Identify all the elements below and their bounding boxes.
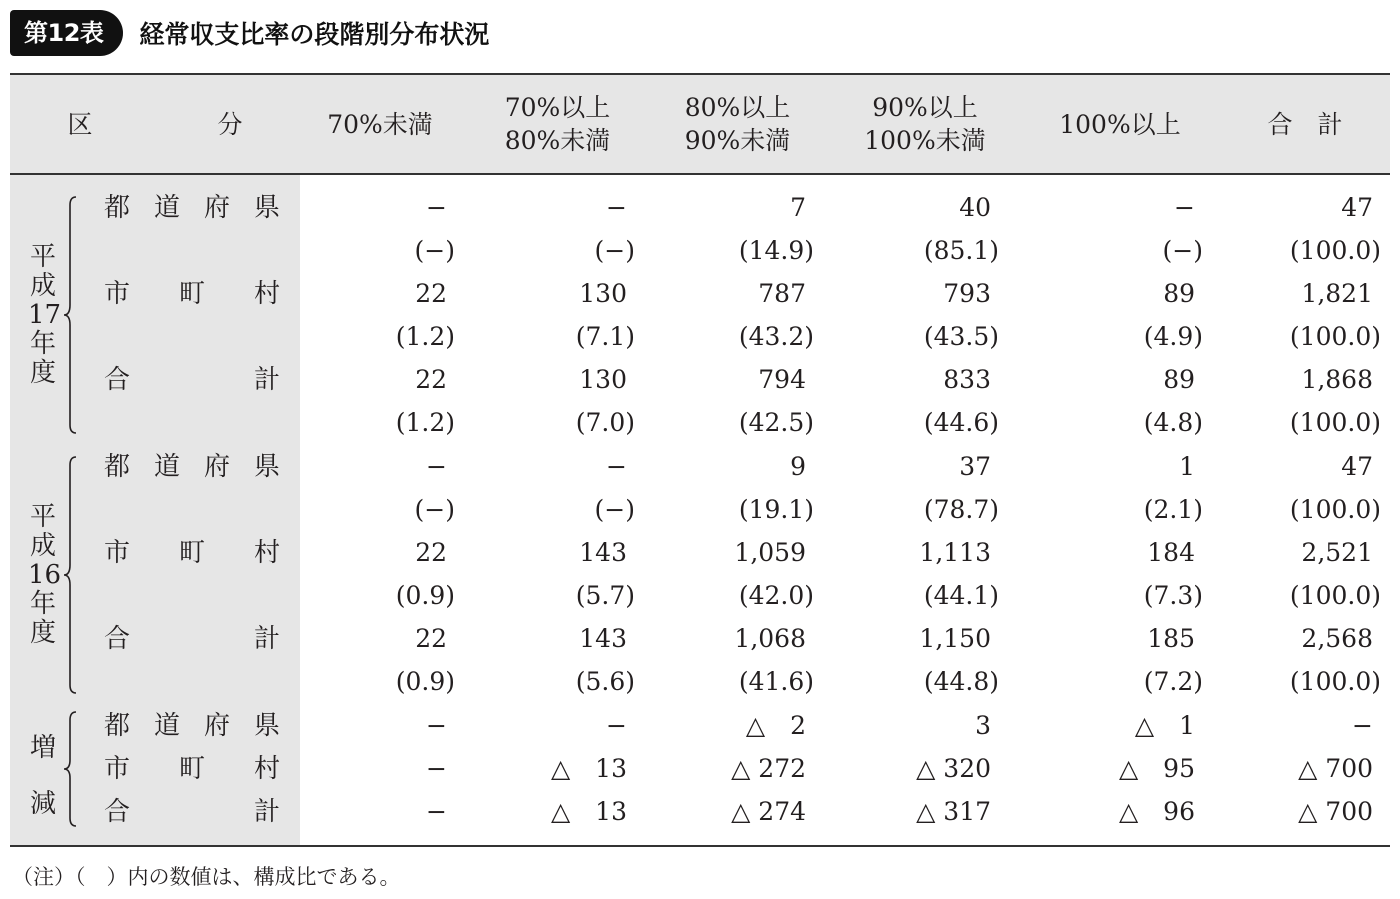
cell-value-70to80: △ 13: [550, 797, 627, 826]
cell-value-70to80: 143: [579, 624, 627, 653]
cell-value-80to90: 1,059: [734, 538, 806, 567]
row-label-char: 合: [104, 624, 131, 654]
row-label-char: 県: [253, 711, 280, 741]
cell-share-80to90: (43.2): [738, 322, 814, 351]
cell-value-80to90: △ 274: [731, 797, 806, 826]
row-label-char: 町: [178, 279, 205, 309]
cell-value-total: 1,868: [1301, 365, 1373, 394]
cell-share-under70: (0.9): [395, 667, 455, 696]
cell-value-total: 2,568: [1301, 624, 1373, 653]
cell-share-70to80: (−): [594, 495, 635, 524]
row-label-char: 府: [203, 711, 230, 741]
cell-value-90to100: 1,150: [919, 624, 991, 653]
cell-value-total: 47: [1341, 452, 1373, 481]
cell-value-over100: 1: [1179, 452, 1195, 481]
cell-value-under70: −: [426, 711, 447, 740]
cell-share-90to100: (78.7): [923, 495, 999, 524]
table-title: 経常収支比率の段階別分布状況: [139, 20, 490, 49]
cell-value-80to90: 794: [758, 365, 806, 394]
cell-share-90to100: (44.8): [923, 667, 999, 696]
row-label-char: 市: [104, 279, 131, 309]
cell-value-over100: △ 1: [1134, 711, 1195, 740]
cell-value-total: △ 700: [1298, 797, 1373, 826]
cell-value-70to80: 130: [579, 279, 627, 308]
row-label-char: 道: [153, 711, 180, 741]
table-note: （注）（ ）内の数値は、構成比である。: [12, 865, 401, 889]
cell-value-over100: △ 95: [1118, 754, 1195, 783]
row-label-char: 都: [104, 452, 131, 482]
row-label-char: 計: [253, 624, 280, 654]
row-label-char: 計: [253, 365, 280, 395]
cell-share-over100: (−): [1162, 236, 1203, 265]
brace-change: [62, 710, 82, 828]
cell-share-under70: (0.9): [395, 581, 455, 610]
cell-value-90to100: △ 320: [916, 754, 991, 783]
cell-share-90to100: (43.5): [923, 322, 999, 351]
table-title-row: [10, 10, 489, 56]
cell-value-under70: −: [426, 797, 447, 826]
cell-share-70to80: (7.0): [575, 408, 635, 437]
cell-value-under70: 22: [415, 279, 447, 308]
cell-value-80to90: △ 272: [731, 754, 806, 783]
cell-share-total: (100.0): [1289, 322, 1381, 351]
header-rule: [10, 173, 1390, 175]
cell-value-under70: 22: [415, 624, 447, 653]
row-label-char: 都: [104, 711, 131, 741]
row-label-char: 合: [104, 797, 131, 827]
row-label-char: 県: [253, 193, 280, 223]
cell-value-under70: 22: [415, 365, 447, 394]
cell-value-over100: −: [1174, 193, 1195, 222]
header-division-right: 分: [217, 109, 243, 139]
cell-value-90to100: 793: [943, 279, 991, 308]
row-label-char: 村: [253, 754, 280, 784]
cell-value-under70: −: [426, 754, 447, 783]
row-label-char: 市: [104, 538, 131, 568]
cell-share-over100: (7.2): [1143, 667, 1203, 696]
cell-value-70to80: 143: [579, 538, 627, 567]
cell-share-under70: (1.2): [395, 408, 455, 437]
cell-value-70to80: −: [606, 193, 627, 222]
cell-value-90to100: 37: [959, 452, 991, 481]
cell-share-90to100: (44.6): [923, 408, 999, 437]
cell-value-total: 47: [1341, 193, 1373, 222]
row-label-char: 道: [153, 452, 180, 482]
cell-value-over100: 185: [1147, 624, 1195, 653]
cell-value-90to100: 833: [943, 365, 991, 394]
cell-value-70to80: 130: [579, 365, 627, 394]
cell-share-70to80: (5.6): [575, 667, 635, 696]
header-col-70to80: 70%以上 80%未満: [504, 93, 611, 155]
brace-h16: [62, 455, 82, 695]
cell-value-over100: 89: [1163, 365, 1195, 394]
cell-share-80to90: (42.5): [738, 408, 814, 437]
bottom-rule: [10, 845, 1390, 847]
cell-share-total: (100.0): [1289, 581, 1381, 610]
header-col-90to100: 90%以上 100%未満: [864, 93, 986, 155]
group-label-h17: 平 成 17 年 度: [28, 242, 62, 388]
row-label-char: 町: [178, 538, 205, 568]
cell-value-total: 2,521: [1301, 538, 1373, 567]
cell-share-70to80: (−): [594, 236, 635, 265]
row-label-char: 村: [253, 279, 280, 309]
cell-share-70to80: (7.1): [575, 322, 635, 351]
cell-share-total: (100.0): [1289, 495, 1381, 524]
cell-share-over100: (4.8): [1143, 408, 1203, 437]
cell-share-total: (100.0): [1289, 667, 1381, 696]
cell-value-80to90: 787: [758, 279, 806, 308]
header-col-under70: 70%未満: [327, 109, 433, 139]
cell-value-under70: 22: [415, 538, 447, 567]
cell-share-80to90: (42.0): [738, 581, 814, 610]
cell-value-total: −: [1352, 711, 1373, 740]
cell-value-80to90: 9: [790, 452, 806, 481]
cell-share-over100: (2.1): [1143, 495, 1203, 524]
cell-value-total: △ 700: [1298, 754, 1373, 783]
cell-share-over100: (7.3): [1143, 581, 1203, 610]
cell-share-80to90: (19.1): [738, 495, 814, 524]
cell-value-90to100: 3: [975, 711, 991, 740]
row-label-char: 計: [253, 797, 280, 827]
row-label-char: 合: [104, 365, 131, 395]
cell-value-80to90: △ 2: [745, 711, 806, 740]
cell-share-80to90: (41.6): [738, 667, 814, 696]
header-col-80to90: 80%以上 90%未満: [684, 93, 791, 155]
cell-value-70to80: −: [606, 452, 627, 481]
cell-value-90to100: 40: [959, 193, 991, 222]
cell-share-total: (100.0): [1289, 408, 1381, 437]
row-label-char: 市: [104, 754, 131, 784]
cell-share-under70: (−): [414, 236, 455, 265]
cell-value-70to80: −: [606, 711, 627, 740]
group-label-h16: 平 成 16 年 度: [28, 502, 62, 648]
cell-value-over100: 184: [1147, 538, 1195, 567]
header-division-left: 区: [67, 109, 93, 139]
group-label-change: 増 減: [29, 733, 56, 819]
table-number-badge: 第12表: [10, 10, 123, 56]
cell-value-over100: 89: [1163, 279, 1195, 308]
cell-share-total: (100.0): [1289, 236, 1381, 265]
row-label-char: 町: [178, 754, 205, 784]
cell-share-under70: (−): [414, 495, 455, 524]
cell-value-90to100: 1,113: [919, 538, 991, 567]
cell-share-80to90: (14.9): [738, 236, 814, 265]
cell-share-90to100: (85.1): [923, 236, 999, 265]
cell-share-over100: (4.9): [1143, 322, 1203, 351]
cell-value-total: 1,821: [1301, 279, 1373, 308]
row-label-char: 府: [203, 193, 230, 223]
cell-share-under70: (1.2): [395, 322, 455, 351]
brace-h17: [62, 195, 82, 435]
header-col-over100: 100%以上: [1059, 109, 1181, 139]
row-label-char: 県: [253, 452, 280, 482]
cell-value-70to80: △ 13: [550, 754, 627, 783]
cell-value-80to90: 1,068: [734, 624, 806, 653]
row-label-char: 府: [203, 452, 230, 482]
cell-share-90to100: (44.1): [923, 581, 999, 610]
cell-share-70to80: (5.7): [575, 581, 635, 610]
row-label-char: 都: [104, 193, 131, 223]
header-col-total: 合 計: [1267, 109, 1343, 139]
row-label-char: 村: [253, 538, 280, 568]
cell-value-90to100: △ 317: [916, 797, 991, 826]
cell-value-under70: −: [426, 193, 447, 222]
cell-value-80to90: 7: [790, 193, 806, 222]
cell-value-under70: −: [426, 452, 447, 481]
row-label-char: 道: [153, 193, 180, 223]
cell-value-over100: △ 96: [1118, 797, 1195, 826]
